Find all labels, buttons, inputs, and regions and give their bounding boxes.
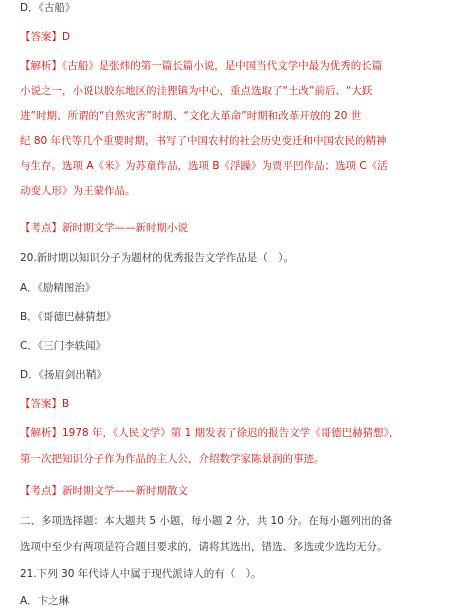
q19-analysis-line: 小说之一，小说以胶东地区的洼狸镇为中心，重点选取了“土改”前后、“大跃 <box>20 85 373 97</box>
q21-option-a: A．卞之琳 <box>20 595 70 607</box>
section2-instructions-line: 选项中至少有两项是符合题目要求的，请将其选出，错选、多选或少选均无分。 <box>20 541 388 553</box>
q20-analysis-line: 第一次把知识分子作为作品的主人公，介绍数学家陈景润的事迹。 <box>20 453 325 465</box>
q20-option-a: A．《励精图治》 <box>20 282 96 294</box>
q20-answer: 【答案】B <box>20 398 70 410</box>
q20-option-b: B．《哥德巴赫猜想》 <box>20 311 117 323</box>
q20-option-c: C．《三门李轶闻》 <box>20 340 107 352</box>
q20-kaodian: 【考点】新时期文学——新时期散文 <box>20 485 188 497</box>
section2-instructions-line: 二、多项选择题：本大题共 5 小题，每小题 2 分，共 10 分。在每小题列出的备 <box>20 515 393 527</box>
q19-analysis-line: 与生存。选项 A《米》为苏童作品，选项 B《浮躁》为贾平凹作品；选项 C《活 <box>20 160 388 172</box>
q19-analysis-line: 纪 80 年代等几个重要时期，书写了中国农村的社会历史变迁和中国农民的精神 <box>20 135 387 147</box>
q20-stem: 20.新时期以知识分子为题材的优秀报告文学作品是（ ）。 <box>20 252 294 264</box>
q20-analysis-line: 【解析】1978 年，《人民文学》第 1 期发表了徐迟的报告文学《哥德巴赫猜想》， <box>20 427 400 439</box>
q19-option-d: D．《古船》 <box>20 2 76 14</box>
q19-answer: 【答案】D <box>20 31 71 43</box>
q19-kaodian: 【考点】新时期文学——新时期小说 <box>20 222 188 234</box>
q19-analysis-line: 进”时期、所谓的“自然灾害”时期、“文化大革命”时期和改革开放的 20 世 <box>20 110 362 122</box>
q19-analysis-line: 【解析】《古船》是张炜的第一篇长篇小说，是中国当代文学中最为优秀的长篇 <box>20 60 383 72</box>
q19-analysis-line: 动变人形》为王蒙作品。 <box>20 185 136 197</box>
q21-stem: 21.下列 30 年代诗人中属于现代派诗人的有（ ）。 <box>20 568 262 580</box>
q20-option-d: D．《扬眉剑出鞘》 <box>20 369 107 381</box>
